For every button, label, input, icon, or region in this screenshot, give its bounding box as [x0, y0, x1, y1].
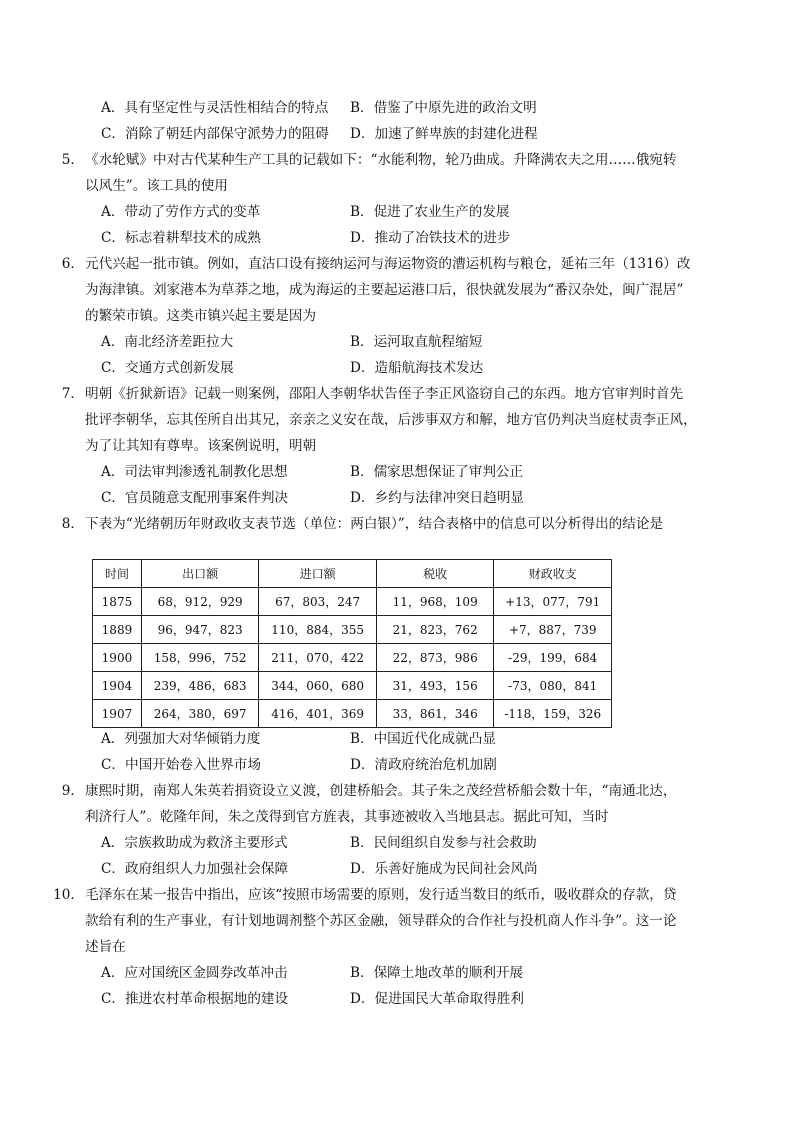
q8-option-a: A．列强加大对华倾销力度 — [101, 731, 261, 747]
table-cell: 239，486，683 — [141, 672, 259, 700]
q7-stem-line-1: 明朝《折狱新语》记载一则案例，邵阳人李朝华状告侄子李正风盗窃自己的东西。地方官审判时首先 — [85, 386, 684, 402]
q7-stem-line-3: 为了让其知有尊卑。该案例说明，明朝 — [85, 438, 317, 454]
q10-stem-line-2: 款给有利的生产事业，有计划地调剂整个苏区金融，领导群众的合作社与投机商人作斗争”。这一论 — [85, 913, 677, 929]
table-cell: -73，080，841 — [494, 672, 612, 700]
q6-stem-line-3: 的繁荣市镇。这类市镇兴起主要是因为 — [85, 308, 317, 324]
q5-stem-line-1: 《水轮赋》中对古代某种生产工具的记载如下：“水能利物，轮乃曲成。升降满农夫之用……俄宛转 — [85, 152, 677, 168]
table-cell: 22，873，986 — [376, 644, 494, 672]
table-cell: 264，380，697 — [141, 700, 259, 728]
table-cell: 416，401，369 — [259, 700, 377, 728]
q9-stem-line-1: 康熙时期，南郑人朱英若捐资设立义渡，创建桥船会。其子朱之茂经营桥船会数十年，“南通北达， — [85, 783, 677, 799]
table-row — [93, 588, 612, 616]
table-cell: 31，493，156 — [376, 672, 494, 700]
table-cell: 11，968，109 — [376, 588, 494, 616]
q7-option-a: A．司法审判渗透礼制教化思想 — [101, 464, 288, 480]
q10-option-b: B．保障土地改革的顺利开展 — [350, 965, 524, 981]
q8-option-b: B．中国近代化成就凸显 — [350, 731, 496, 747]
q10-number: 10． — [53, 887, 84, 903]
q6-option-d: D．造船航海技术发达 — [350, 360, 484, 376]
q4-option-a: A．具有坚定性与灵活性相结合的特点 — [101, 100, 329, 116]
table-cell: -29，199，684 — [494, 644, 612, 672]
q9-option-a: A．宗族救助成为救济主要形式 — [101, 835, 288, 851]
q9-number: 9． — [61, 783, 84, 799]
table-header-cell: 进口额 — [259, 560, 377, 588]
fiscal-table — [92, 559, 612, 728]
table-cell: 1875 — [93, 588, 142, 616]
table-cell: 1900 — [93, 644, 142, 672]
q5-option-a: A．带动了劳作方式的变革 — [101, 204, 261, 220]
q8-option-d: D．清政府统治危机加剧 — [350, 757, 497, 773]
q6-option-b: B．运河取直航程缩短 — [350, 334, 483, 350]
q4-option-c: C．消除了朝廷内部保守派势力的阻碍 — [101, 126, 329, 142]
table-cell: 344，060，680 — [259, 672, 377, 700]
table-cell: 67，803，247 — [259, 588, 377, 616]
table-cell: -118，159，326 — [494, 700, 612, 728]
q7-option-d: D．乡约与法律冲突日趋明显 — [350, 490, 525, 506]
q10-option-d: D．促进国民大革命取得胜利 — [350, 991, 525, 1007]
q5-option-b: B．促进了农业生产的发展 — [350, 204, 510, 220]
q8-option-c: C．中国开始卷入世界市场 — [101, 757, 261, 773]
table-row — [93, 644, 612, 672]
q10-option-c: C．推进农村革命根据地的建设 — [101, 991, 289, 1007]
q7-number: 7． — [61, 386, 84, 402]
table-header-cell: 出口额 — [141, 560, 259, 588]
q4-option-d: D．加速了鲜卑族的封建化进程 — [350, 126, 538, 142]
table-cell: 158，996，752 — [141, 644, 259, 672]
table-cell: 96，947，823 — [141, 616, 259, 644]
q9-option-c: C．政府组织人力加强社会保障 — [101, 861, 289, 877]
table-cell: 68，912，929 — [141, 588, 259, 616]
table-row — [93, 616, 612, 644]
table-cell: 21，823，762 — [376, 616, 494, 644]
q6-stem-line-2: 为海津镇。刘家港本为草莽之地，成为海运的主要起运港口后，很快就发展为“番汉杂处，闽广混居” — [85, 282, 684, 298]
table-row — [93, 672, 612, 700]
table-cell: 1907 — [93, 700, 142, 728]
table-cell: 1904 — [93, 672, 142, 700]
table-row — [93, 700, 612, 728]
q10-stem-line-3: 述旨在 — [85, 939, 126, 955]
q7-option-b: B．儒家思想保证了审判公正 — [350, 464, 524, 480]
table-header-cell: 时间 — [93, 560, 142, 588]
q9-stem-line-2: 利济行人”。乾隆年间，朱之茂得到官方旌表，其事迹被收入当地县志。据此可知，当时 — [85, 809, 609, 825]
table-header-cell: 财政收支 — [494, 560, 612, 588]
q5-option-c: C．标志着耕犁技术的成熟 — [101, 230, 261, 246]
q7-option-c: C．官员随意支配刑事案件判决 — [101, 490, 289, 506]
q5-number: 5． — [61, 152, 84, 168]
q6-option-c: C．交通方式创新发展 — [101, 360, 234, 376]
q10-option-a: A．应对国统区金圆券改革冲击 — [101, 965, 288, 981]
q9-option-b: B．民间组织自发参与社会救助 — [350, 835, 537, 851]
q6-stem-line-1: 元代兴起一批市镇。例如，直沽口设有接纳运河与海运物资的漕运机构与粮仓，延祐三年（1316）改 — [85, 256, 691, 272]
table-cell: +13，077，791 — [494, 588, 612, 616]
q8-stem-line-1: 下表为“光绪朝历年财政收支表节选（单位：两白银）”，结合表格中的信息可以分析得出的结论是 — [85, 516, 664, 532]
table-cell: 211，070，422 — [259, 644, 377, 672]
q10-stem-line-1: 毛泽东在某一报告中指出，应该“按照市场需要的原则，发行适当数目的纸币，吸收群众的存款，贷 — [85, 887, 677, 903]
q5-option-d: D．推动了冶铁技术的进步 — [350, 230, 511, 246]
q4-option-b: B．借鉴了中原先进的政治文明 — [350, 100, 537, 116]
table-cell: 1889 — [93, 616, 142, 644]
table-cell: +7，887，739 — [494, 616, 612, 644]
q7-stem-line-2: 批评李朝华，忘其侄所自出其兄，亲亲之义安在哉，后涉事双方和解，地方官仍判决当庭杖责李正风， — [85, 412, 697, 428]
q5-stem-line-2: 以风生”。该工具的使用 — [85, 178, 228, 194]
table-header-cell: 税收 — [376, 560, 494, 588]
q6-option-a: A．南北经济差距拉大 — [101, 334, 234, 350]
table-cell: 33，861，346 — [376, 700, 494, 728]
table-header-row — [93, 560, 612, 588]
q9-option-d: D．乐善好施成为民间社会风尚 — [350, 861, 538, 877]
table-cell: 110，884，355 — [259, 616, 377, 644]
q8-number: 8． — [61, 516, 84, 532]
q6-number: 6． — [61, 256, 84, 272]
